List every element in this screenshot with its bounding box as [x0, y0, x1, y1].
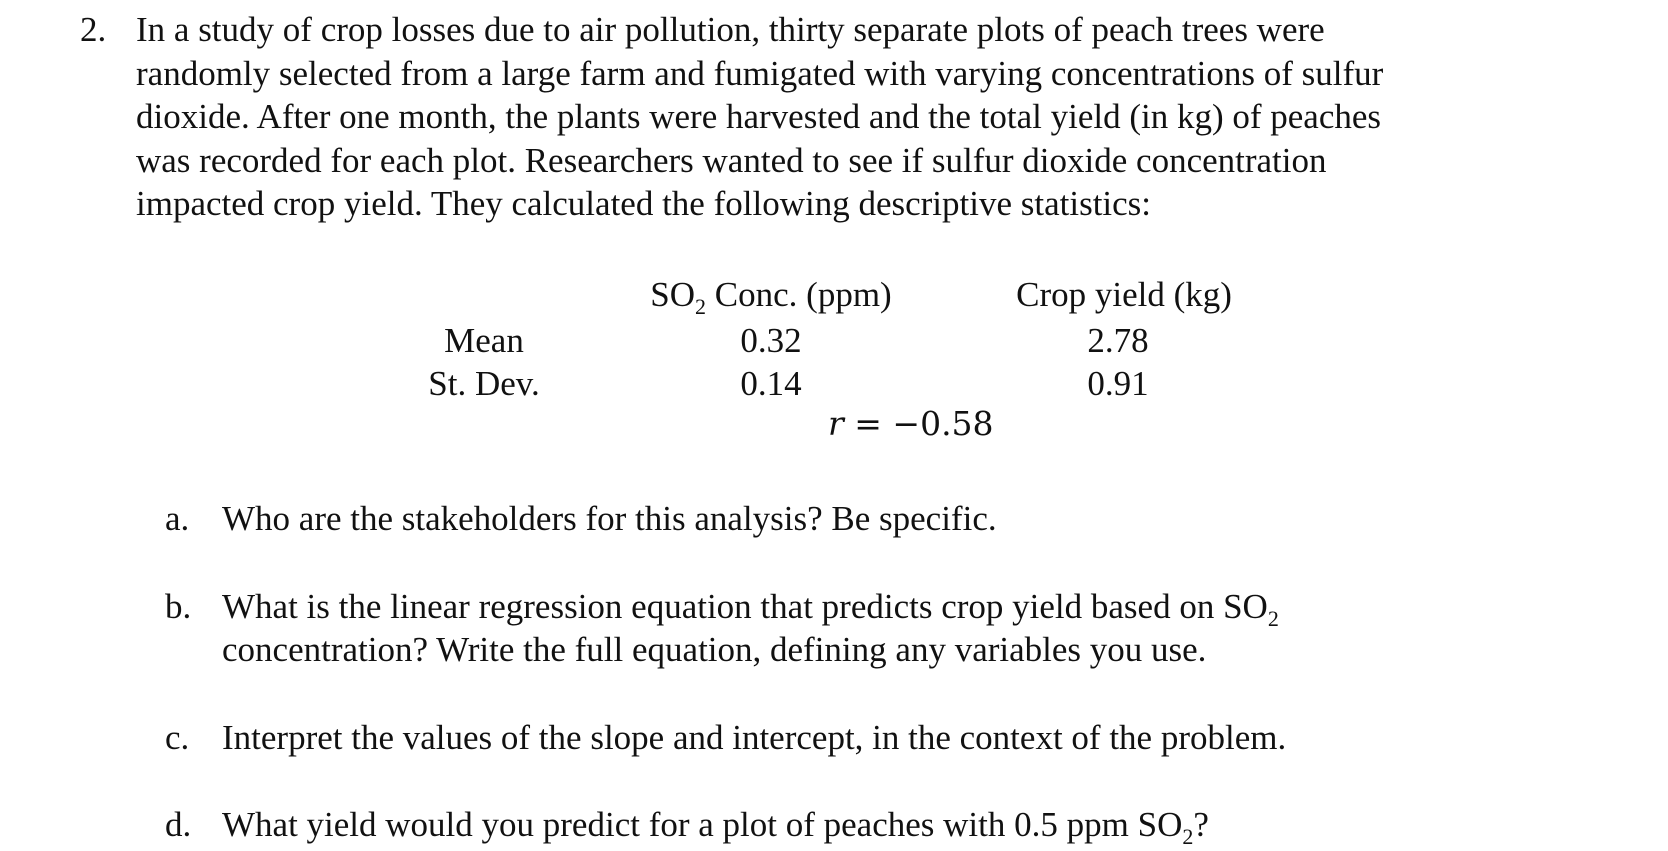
part-c-text: Interpret the values of the slope and intercept, in the context of the problem.	[222, 718, 1287, 757]
part-a-text: Who are the stakeholders for this analysis? Be specific.	[222, 499, 997, 538]
question-intro	[136, 8, 1576, 226]
stdev-so2-value: 0.14	[740, 364, 802, 403]
col-header-so2	[650, 273, 891, 321]
col-header-yield: Crop yield (kg)	[1016, 275, 1232, 314]
part-d-text-main: What yield would you predict for a plot of peaches with 0.5 ppm SO	[222, 805, 1183, 844]
part-b-line-1-text: What is the linear regression equation that predicts crop yield based on SO	[222, 587, 1268, 626]
mean-so2-value: 0.32	[740, 321, 802, 360]
part-b-subscript: 2	[1267, 606, 1279, 631]
correlation-value: −0.58	[892, 404, 994, 443]
row-label-mean: Mean	[444, 321, 524, 360]
correlation-line	[828, 404, 994, 443]
part-d-text	[222, 803, 1209, 851]
intro-line: was recorded for each plot. Researchers wanted to see if sulfur dioxide concentration	[136, 140, 1327, 180]
correlation-variable: r	[828, 404, 844, 443]
stdev-yield-value: 0.91	[1087, 364, 1149, 403]
question-number: 2.	[80, 10, 107, 49]
part-c-letter: c.	[165, 718, 190, 757]
mean-yield-value: 2.78	[1087, 321, 1149, 360]
part-d-subscript: 2	[1182, 824, 1194, 849]
part-b-line-2: concentration? Write the full equation, defining any variables you use.	[222, 630, 1207, 669]
intro-line: impacted crop yield. They calculated the following descriptive statistics:	[136, 184, 1152, 223]
col-header-so2-prefix: SO	[650, 275, 696, 314]
col-header-so2-suffix: Conc. (ppm)	[706, 275, 892, 314]
part-a-letter: a.	[165, 499, 190, 538]
intro-line: In a study of crop losses due to air pollution, thirty separate plots of peach trees were	[136, 10, 1325, 49]
intro-line: randomly selected from a large farm and fumigated with varying concentrations of sulfur	[136, 53, 1384, 93]
part-d-text-suffix: ?	[1193, 805, 1209, 844]
part-b-line-1	[222, 585, 1279, 633]
part-d-letter: d.	[165, 805, 192, 844]
row-label-stdev: St. Dev.	[428, 364, 540, 403]
intro-line: dioxide. After one month, the plants were harvested and the total yield (in kg) of peaches	[136, 97, 1382, 136]
part-b-letter: b.	[165, 587, 192, 626]
correlation-equals: =	[843, 404, 893, 443]
col-header-so2-subscript: 2	[695, 294, 707, 319]
